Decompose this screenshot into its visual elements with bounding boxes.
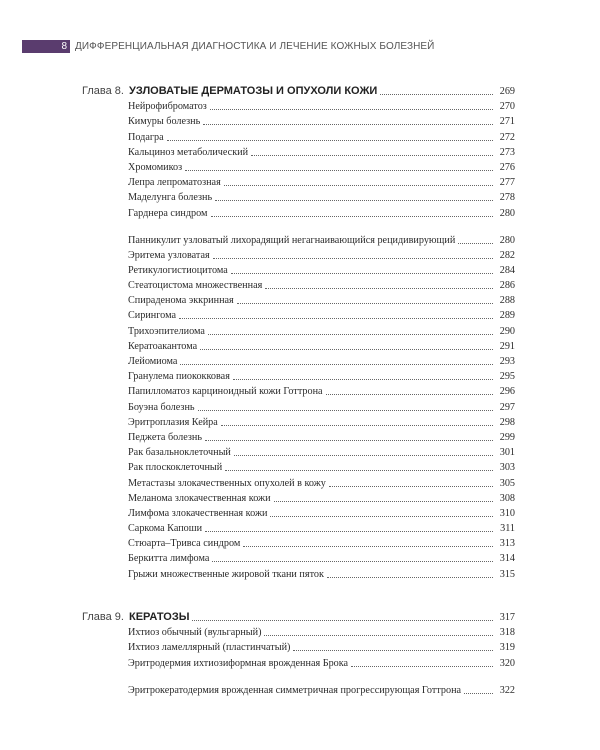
dot-leader (205, 531, 493, 532)
dot-leader (274, 501, 493, 502)
entry-page: 313 (499, 538, 515, 550)
dot-leader (458, 243, 493, 244)
toc-chapter-8 (82, 80, 515, 580)
toc-entry[interactable] (82, 337, 515, 352)
entry-page: 318 (499, 627, 515, 639)
entry-title: Ретикулогистиоцитома (128, 264, 228, 276)
entry-title: Гранулема пиококковая (128, 371, 230, 383)
toc-entry[interactable] (82, 382, 515, 397)
toc-entry[interactable] (82, 397, 515, 412)
entry-page: 289 (499, 310, 515, 322)
dot-leader (234, 455, 493, 456)
toc-entry[interactable] (82, 549, 515, 564)
dot-leader (205, 440, 493, 441)
toc-entry[interactable] (82, 261, 515, 276)
entry-title: Беркитта лимфома (128, 553, 210, 565)
entry-title: Стеатоцистома множественная (128, 280, 263, 292)
toc-entry[interactable] (82, 352, 515, 367)
entry-title: Метастазы злокачественных опухолей в кожу (128, 477, 326, 489)
toc-entry[interactable] (82, 638, 515, 653)
toc-entry[interactable] (82, 623, 515, 638)
toc-entry[interactable] (82, 158, 515, 173)
chapter-label: Глава 9. (82, 611, 124, 623)
entry-page: 295 (499, 371, 515, 383)
chapter-page: 269 (499, 86, 515, 97)
toc-entry[interactable] (82, 489, 515, 504)
toc-entry[interactable] (82, 443, 515, 458)
dot-leader (231, 273, 493, 274)
chapter-heading[interactable] (82, 80, 515, 97)
entry-title: Трихоэпителиома (128, 325, 205, 337)
entry-title: Кимуры болезнь (128, 116, 201, 128)
entry-page: 298 (499, 416, 515, 428)
entry-title: Рак плоскоклеточный (128, 462, 223, 474)
toc-entry[interactable] (82, 276, 515, 291)
entry-title: Кальциноз метаболический (128, 146, 249, 158)
entry-page: 315 (499, 568, 515, 580)
entry-page: 270 (499, 101, 515, 113)
entry-title: Нейрофиброматоз (128, 101, 207, 113)
entry-title: Эритроплазия Кейра (128, 416, 218, 428)
entry-page: 311 (500, 523, 515, 535)
entry-title: Спираденома эккринная (128, 295, 234, 307)
toc-entry[interactable] (82, 306, 515, 321)
entry-title: Папилломатоз карциноидный кожи Готтрона (128, 386, 323, 398)
entry-title: Рак базальноклеточный (128, 447, 231, 459)
dot-leader (212, 561, 493, 562)
entry-title: Эритрокератодермия врожденная симметричная прогрессирующая Готтрона (128, 684, 462, 696)
dot-leader (213, 258, 493, 259)
entry-page: 280 (499, 207, 515, 219)
entry-title: Сирингома (128, 310, 176, 322)
entry-page: 276 (499, 161, 515, 173)
entry-page: 290 (499, 325, 515, 337)
dot-leader (198, 410, 493, 411)
dot-leader (200, 349, 493, 350)
dot-leader (233, 379, 493, 380)
entry-page: 293 (499, 356, 515, 367)
entry-page: 299 (499, 431, 515, 443)
toc-entry[interactable] (82, 219, 515, 246)
dot-leader (211, 216, 494, 217)
toc-entry[interactable] (82, 504, 515, 519)
dot-leader (225, 470, 493, 471)
entry-page: 322 (499, 684, 515, 696)
entry-title: Панникулит узловатый лихорадящий негагнаивающийся рецидивирующий (128, 234, 456, 246)
entry-page: 319 (499, 642, 515, 654)
entry-title: Лимфома злокачественная кожи (128, 507, 268, 519)
entry-title: Грыжи множественные жировой ткани пяток (128, 568, 324, 580)
entry-title: Лепра лепроматозная (128, 177, 221, 189)
dot-leader (251, 155, 493, 156)
dot-leader (192, 620, 493, 621)
entry-page: 288 (499, 295, 515, 307)
entry-page: 271 (499, 116, 515, 128)
dot-leader (351, 666, 493, 667)
entry-title: Ихтиоз обычный (вульгарный) (128, 627, 262, 639)
entry-page: 297 (499, 401, 515, 413)
chapter-page: 317 (499, 612, 515, 623)
dot-leader (380, 94, 493, 95)
toc-entry[interactable] (82, 653, 515, 668)
toc-entry[interactable] (82, 473, 515, 488)
dot-leader (326, 394, 493, 395)
toc-entry[interactable] (82, 564, 515, 579)
dot-leader (243, 546, 493, 547)
entry-title: Саркома Капоши (128, 523, 203, 535)
toc-entry[interactable] (82, 173, 515, 188)
chapter-title: КЕРАТОЗЫ (129, 611, 190, 623)
entry-title: Маделунга болезнь (128, 192, 213, 204)
toc-entry[interactable] (82, 246, 515, 261)
dot-leader (327, 577, 493, 578)
entry-title: Эритема узловатая (128, 249, 210, 261)
toc-chapter-9 (82, 606, 515, 696)
entry-title: Стюарта–Тривса синдром (128, 538, 241, 550)
entry-title: Подагра (128, 131, 164, 143)
chapter-title: УЗЛОВАТЫЕ ДЕРМАТОЗЫ И ОПУХОЛИ КОЖИ (129, 85, 378, 97)
running-title: ДИФФЕРЕНЦИАЛЬНАЯ ДИАГНОСТИКА И ЛЕЧЕНИЕ КОЖНЫХ БОЛЕЗНЕЙ (75, 41, 435, 52)
toc-entry[interactable] (82, 203, 515, 218)
toc-entry[interactable] (82, 143, 515, 158)
toc-entry[interactable] (82, 534, 515, 549)
toc-entry[interactable] (82, 321, 515, 336)
dot-leader (221, 425, 493, 426)
dot-leader (167, 140, 493, 141)
entry-title: Хромомикоз (128, 161, 183, 173)
entry-page: 280 (499, 234, 515, 246)
entry-title: Меланома злокачественная кожи (128, 492, 271, 504)
toc-entry[interactable] (82, 291, 515, 306)
toc-entry[interactable] (82, 112, 515, 127)
entry-page: 282 (499, 249, 515, 261)
entry-page: 301 (499, 447, 515, 459)
entry-page: 286 (499, 280, 515, 292)
dot-leader (203, 124, 493, 125)
entry-title: Кератоакантома (128, 340, 198, 352)
chapter-label: Глава 8. (82, 85, 124, 97)
entry-page: 284 (499, 264, 515, 276)
entry-page: 314 (499, 553, 515, 565)
dot-leader (224, 185, 493, 186)
toc-entry[interactable] (82, 519, 515, 534)
dot-leader (265, 288, 493, 289)
dot-leader (185, 170, 493, 171)
entry-page: 277 (499, 177, 515, 189)
toc-entry[interactable] (82, 127, 515, 142)
entry-page: 272 (499, 131, 515, 143)
dot-leader (264, 635, 493, 636)
toc-entry[interactable] (82, 413, 515, 428)
toc-entry[interactable] (82, 669, 515, 696)
toc-entry[interactable] (82, 428, 515, 443)
entry-page: 303 (499, 462, 515, 474)
entry-page: 291 (499, 340, 515, 352)
entry-page: 296 (499, 386, 515, 398)
toc-entry[interactable] (82, 367, 515, 382)
dot-leader (270, 516, 493, 517)
entry-title: Лейомиома (128, 356, 178, 367)
dot-leader (464, 693, 493, 694)
dot-leader (180, 364, 493, 365)
dot-leader (329, 486, 493, 487)
dot-leader (210, 109, 493, 110)
chapter-heading[interactable] (82, 606, 515, 623)
dot-leader (179, 318, 493, 319)
toc-entry[interactable] (82, 188, 515, 203)
toc-entry[interactable] (82, 458, 515, 473)
entry-page: 273 (499, 146, 515, 158)
dot-leader (237, 303, 493, 304)
running-header (22, 40, 582, 53)
entry-title: Эритродермия ихтиозиформная врожденная Брока (128, 657, 349, 669)
entry-title: Боуэна болезнь (128, 401, 195, 413)
entry-page: 308 (499, 492, 515, 504)
dot-leader (208, 334, 493, 335)
entry-page: 305 (499, 477, 515, 489)
toc-entry[interactable] (82, 97, 515, 112)
entry-page: 310 (499, 507, 515, 519)
entry-page: 278 (499, 192, 515, 204)
page-number: 8 (22, 40, 70, 53)
entry-title: Гарднера синдром (128, 207, 208, 219)
dot-leader (293, 650, 493, 651)
dot-leader (215, 200, 493, 201)
entry-title: Ихтиоз ламеллярный (пластинчатый) (128, 642, 291, 654)
entry-title: Педжета болезнь (128, 431, 202, 443)
entry-page: 320 (499, 657, 515, 669)
